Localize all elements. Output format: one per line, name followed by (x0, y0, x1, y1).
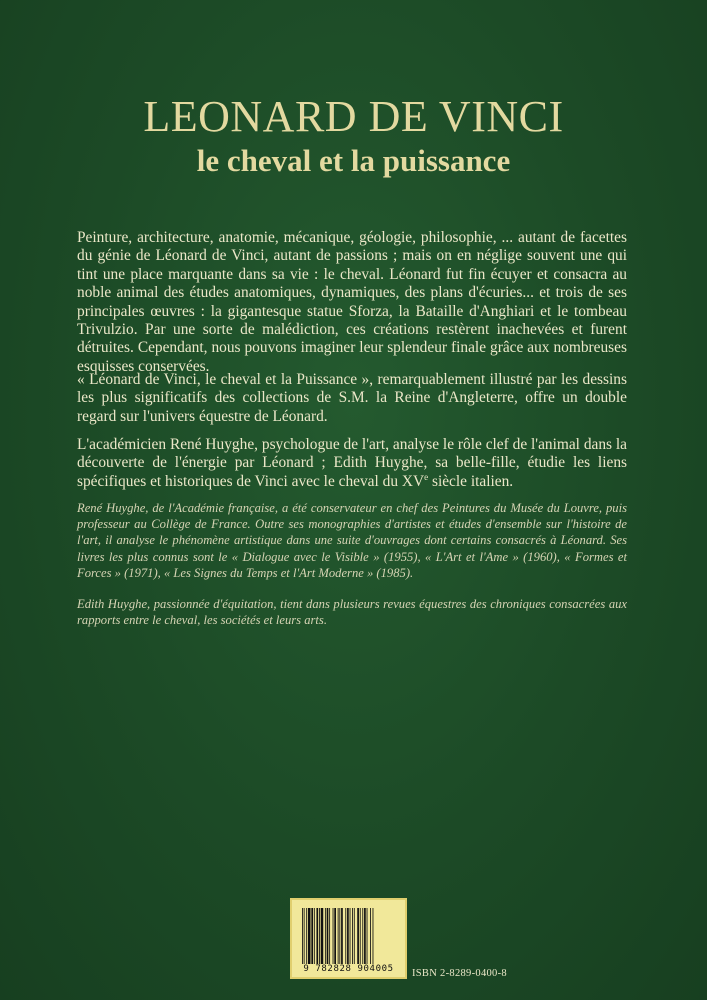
barcode-bar (302, 908, 303, 964)
barcode-bar (334, 908, 336, 964)
barcode-bar (360, 908, 361, 964)
barcode-bar (350, 908, 351, 964)
barcode-bar (364, 908, 366, 964)
isbn-number: ISBN 2-8289-0400-8 (412, 968, 507, 979)
author-bio-edith-huyghe: Edith Huyghe, passionnée d'équitation, tient dans plusieurs revues équestres des chroniques consacrées aux rapports entre le cheval, les sociétés et leurs arts. (77, 597, 627, 628)
barcode-bar (308, 908, 311, 964)
barcode-bar (327, 908, 329, 964)
barcode-bar (373, 908, 374, 964)
barcode-bar (314, 908, 315, 964)
book-title: LEONARD DE VINCI (143, 92, 564, 141)
barcode-bar (367, 908, 368, 964)
barcode-bar (345, 908, 346, 964)
description-paragraph-1: Peinture, architecture, anatomie, mécanique, géologie, philosophie, ... autant de facettes du génie de Léonard de Vinci, autant de passions ; mais on en néglige souvent une qui tint une place marquante dans sa vie : le cheval. Léonard fut fin écuyer et consacra au noble animal des études anatomiques, dynamiques, des plans d'écuries... et trois de ses principales œuvres : la gigantesque statue Sforza, la Bataille d'Anghiari et le tombeau Trivulzio. Par une sorte de malédiction, ces créations restèrent inachevées et furent détruites. Cependant, nous pouvons imaginer leur splendeur finale grâce aux nombreuses esquisses conservées. (77, 229, 627, 375)
description-paragraph-2: « Léonard de Vinci, le cheval et la Puissance », remarquablement illustré par les dessins les plus significatifs des collections de S.M. la Reine d'Angleterre, offre un double regard sur l'univers équestre de Léonard. (77, 371, 627, 425)
paragraph-3-text: L'académicien René Huyghe, psychologue de l'art, analyse le rôle clef de l'animal dans la découverte de l'énergie par Léonard ; Edith Huyghe, sa belle-fille, étudie les liens spécifiques et historiques de Vinci avec le cheval du XV (77, 436, 627, 490)
barcode-bar (319, 908, 320, 964)
barcode-bar (352, 908, 353, 964)
barcode-bar (347, 908, 349, 964)
barcode-bar (304, 908, 305, 964)
barcode-label (290, 898, 407, 979)
barcode-bar (321, 908, 324, 964)
barcode-bar (354, 908, 355, 964)
barcode-bar (370, 908, 371, 964)
barcode-bars (302, 908, 398, 964)
barcode-bar (325, 908, 326, 964)
century-superscript: e (424, 471, 429, 482)
barcode-bar (338, 908, 339, 964)
author-bio-rene-huyghe: René Huyghe, de l'Académie française, a été conservateur en chef des Peintures du Musée du Louvre, puis professeur au Collège de France. Outre ses monographies d'artistes et études d'ensemble sur l'histoire de l'art, il analyse le phénomène artistique dans une suite d'ouvrages dont certains consacrés à Léonard. Ses livres les plus connus sont le « Dialogue avec le Visible » (1955), « L'Art et l'Ame » (1960), « Formes et Forces » (1971), « Les Signes du Temps et l'Art Moderne » (1985). (77, 501, 627, 580)
barcode-bar (357, 908, 359, 964)
barcode-bar (339, 908, 340, 964)
barcode-bar (311, 908, 313, 964)
book-subtitle: le cheval et la puissance (196, 143, 511, 178)
barcode-bar (316, 908, 318, 964)
barcode-digits: 9 782828 904005 (303, 964, 394, 974)
description-paragraph-3 (77, 436, 627, 491)
barcode-bar (329, 908, 330, 964)
barcode-bar (362, 908, 363, 964)
barcode-bar (341, 908, 343, 964)
barcode-bar (306, 908, 307, 964)
barcode-bar (333, 908, 334, 964)
paragraph-3-end: siècle italien. (428, 472, 514, 490)
